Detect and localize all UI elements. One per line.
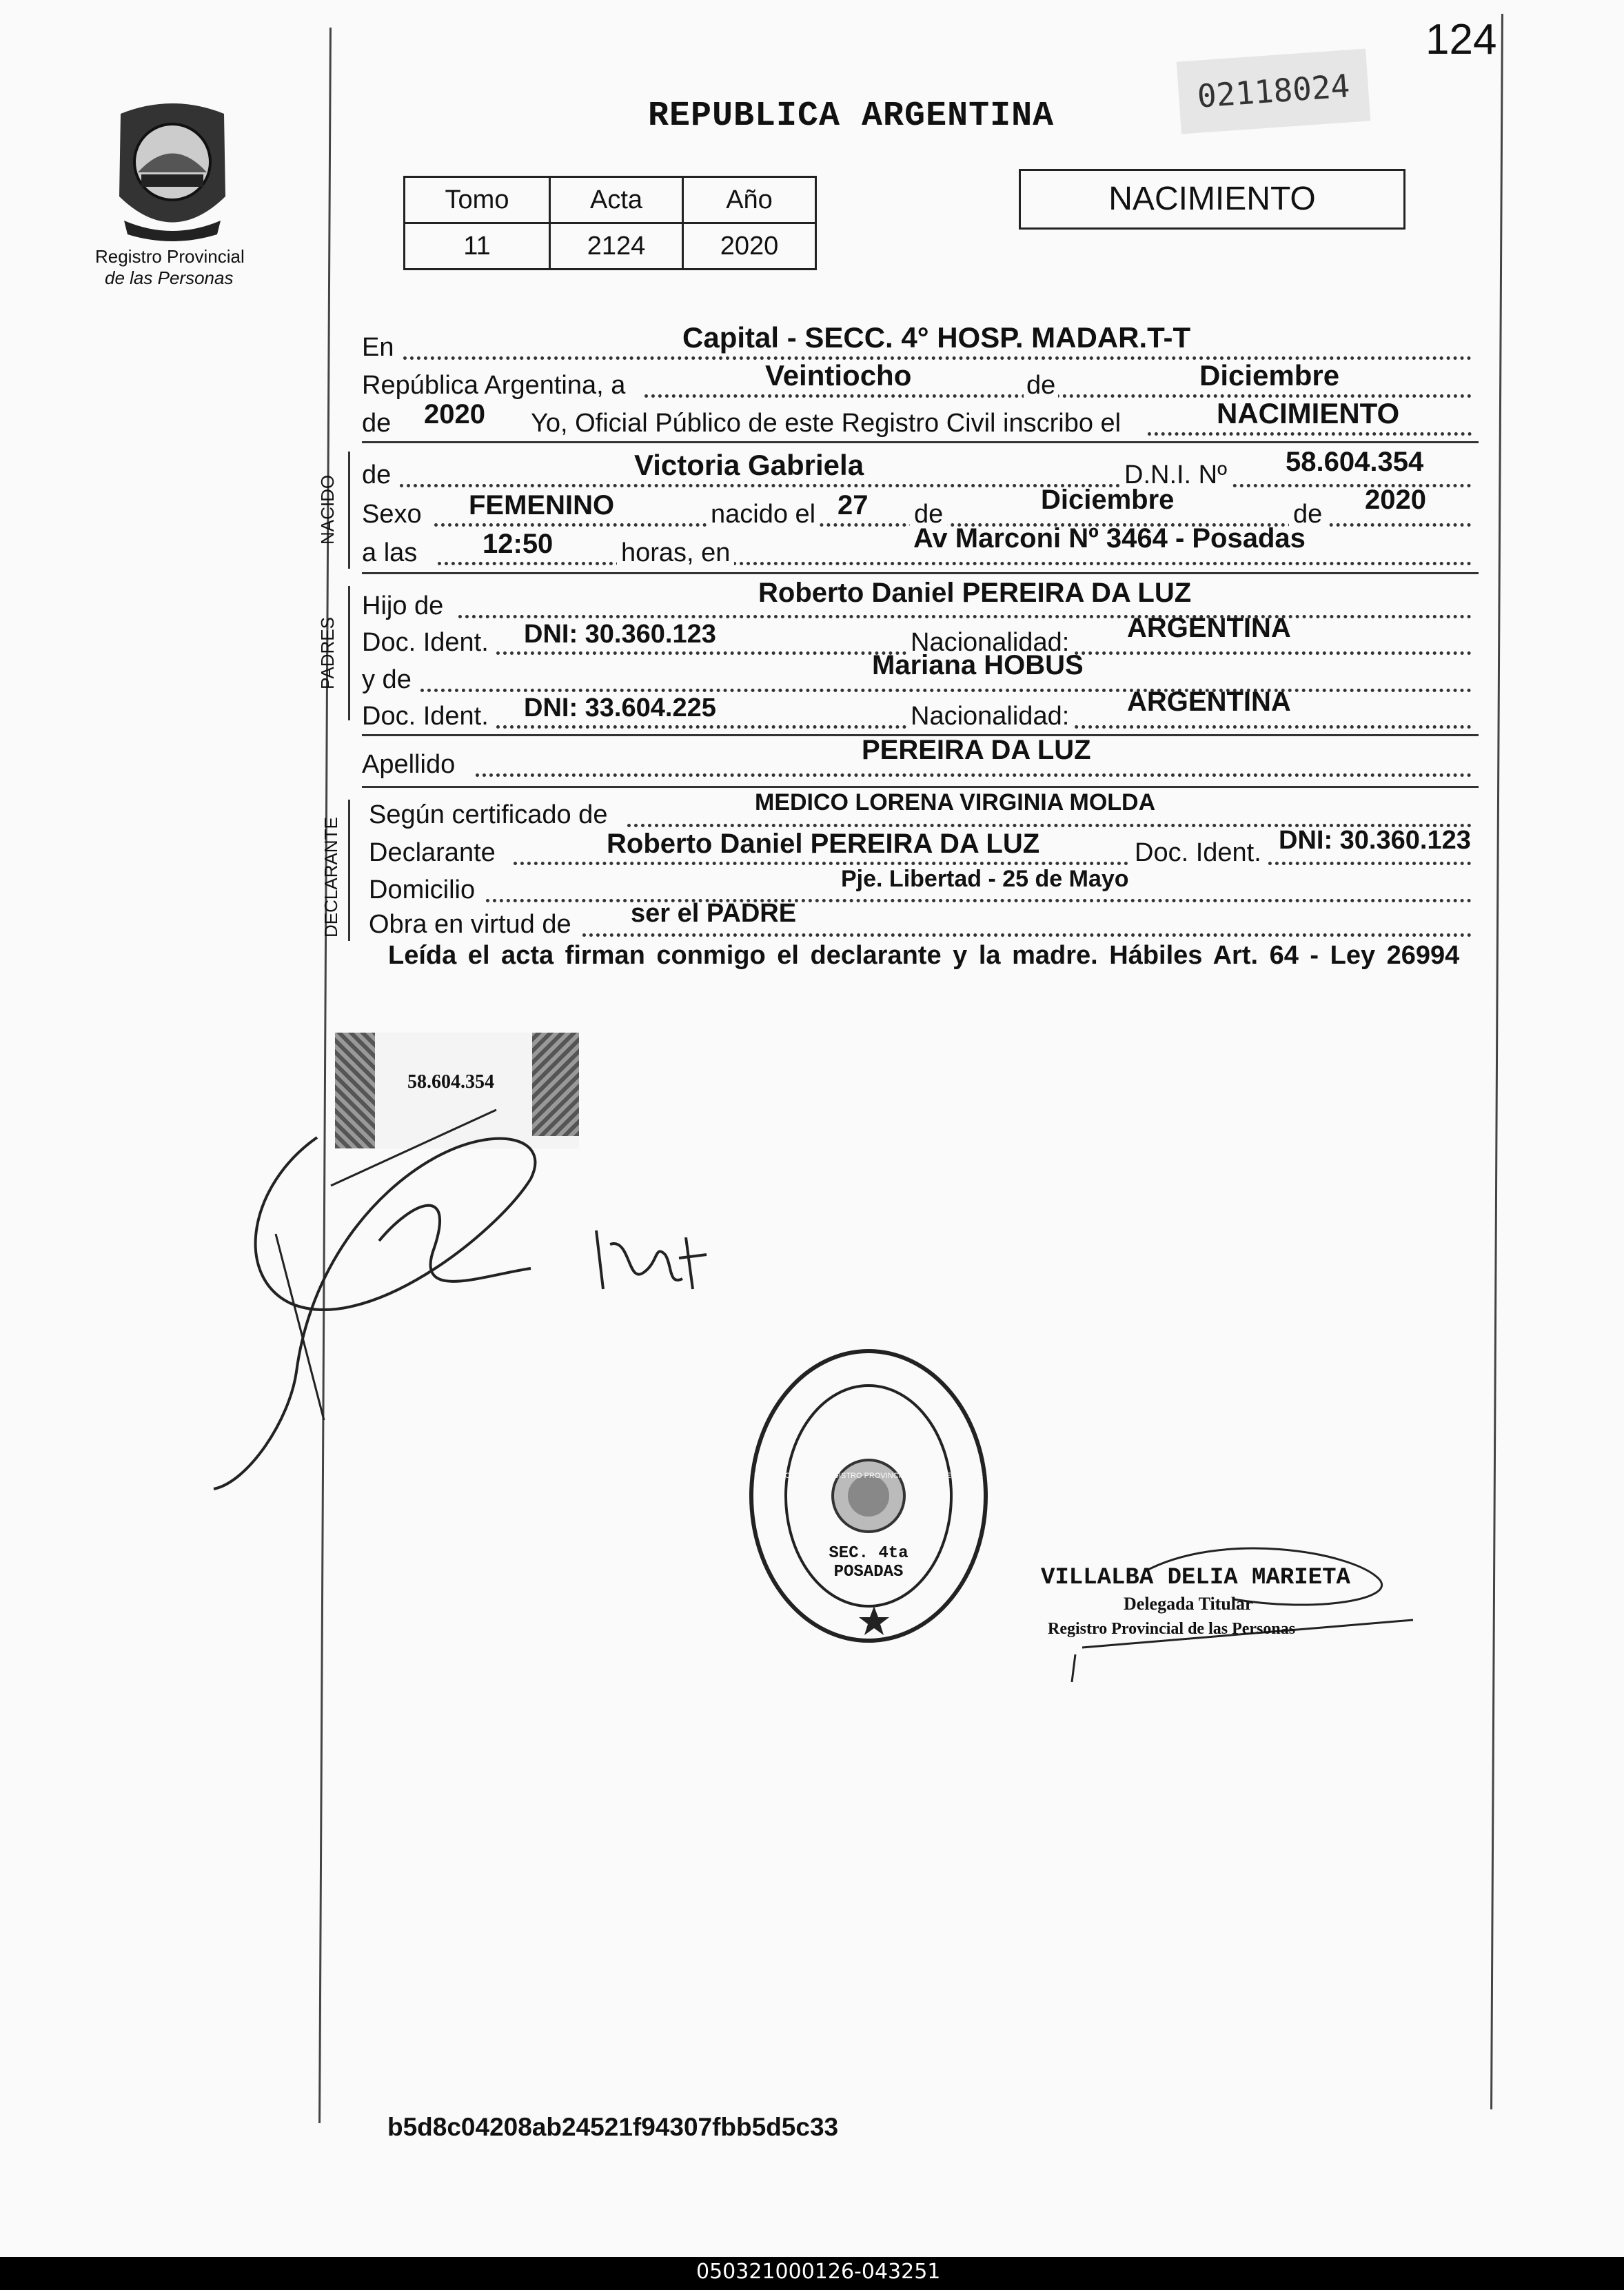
acta-value: 2124	[550, 223, 683, 270]
birth-month: Diciembre	[1041, 485, 1175, 515]
official-org: Registro Provincial de las Personas	[1048, 1620, 1296, 1638]
mother-nat: ARGENTINA	[1127, 687, 1291, 717]
padres-bar	[348, 586, 350, 720]
nacido-name-dots	[400, 484, 1472, 487]
hour-value: 12:50	[483, 529, 554, 559]
sticker-dni: 58.604.354	[407, 1071, 494, 1093]
record-table-header	[405, 177, 816, 223]
padres-label: PADRES	[317, 617, 338, 689]
obra-label: Obra en virtud de	[369, 910, 571, 939]
father-name: Roberto Daniel PEREIRA DA LUZ	[758, 578, 1192, 608]
father-nat: ARGENTINA	[1127, 613, 1291, 643]
tomo-header: Tomo	[405, 177, 550, 223]
nacido-de-label: de	[362, 460, 392, 489]
de2-label: de	[362, 409, 392, 438]
document-hash: b5d8c04208ab24521f94307fbb5d5c33	[387, 2113, 839, 2141]
right-margin-line	[1490, 14, 1503, 2109]
nacido-divider	[362, 572, 1479, 574]
row-mother-doc	[362, 687, 1482, 734]
declarante-label: DECLARANTE	[321, 817, 341, 938]
hijo-de-dots	[458, 615, 1472, 618]
declarante-doc: DNI: 30.360.123	[1279, 826, 1471, 855]
tomo-value: 11	[405, 223, 550, 270]
control-number: 02118024	[1177, 49, 1371, 134]
footer-code: 050321000126-043251	[696, 2260, 941, 2284]
row-hora	[362, 523, 1482, 571]
dni-label: D.N.I. Nº	[1120, 460, 1231, 490]
left-margin-line	[318, 28, 332, 2123]
delegacion-stamp-icon	[744, 1344, 993, 1648]
certificado-value: MEDICO LORENA VIRGINIA MOLDA	[755, 789, 1156, 815]
day-value: Veintiocho	[765, 359, 912, 392]
row-hijo-de	[362, 578, 1482, 624]
father-doc-label: Doc. Ident.	[362, 628, 489, 657]
nacido-el-label: nacido el	[707, 500, 820, 529]
delegacion-stamp	[744, 1344, 993, 1648]
registry-line1: Registro Provincial	[95, 246, 245, 267]
certificado-label: Según certificado de	[369, 800, 608, 829]
registry-logo	[107, 93, 238, 248]
footer-bar	[0, 2257, 1624, 2290]
en-value: Capital - SECC. 4° HOSP. MADAR.T-T	[682, 321, 1191, 354]
record-table-values	[405, 223, 816, 270]
official-role: Delegada Titular	[1124, 1594, 1253, 1614]
stamp-ring-text: DELEGACION DEL REGISTRO PROVINCIAL DE LAS PERSONAS	[753, 1472, 984, 1480]
obra-dots	[582, 933, 1472, 937]
document-type-box	[1019, 169, 1405, 230]
row-y-de	[362, 650, 1482, 698]
apellido-divider	[362, 786, 1479, 788]
intro-divider	[362, 441, 1479, 443]
domicilio-label: Domicilio	[369, 875, 476, 904]
record-table	[403, 176, 817, 270]
country-title: REPUBLICA ARGENTINA	[648, 97, 1055, 136]
father-nat-label: Nacionalidad:	[906, 628, 1073, 658]
year-value: 2020	[424, 399, 485, 429]
document-type: NACIMIENTO	[1108, 181, 1316, 217]
mother-name: Mariana HOBUS	[872, 650, 1084, 680]
row-obra	[362, 901, 1482, 942]
official-stamp	[1041, 1551, 1427, 1675]
month-value: Diciembre	[1199, 359, 1340, 392]
apellido-label: Apellido	[362, 750, 456, 779]
registry-line2: de las Personas	[105, 267, 234, 288]
nacido-label: NACIDO	[317, 474, 338, 545]
row-nacido-name	[362, 447, 1482, 493]
declarante-dots	[514, 862, 1472, 865]
mother-doc: DNI: 33.604.225	[524, 693, 716, 722]
anio-header: Año	[683, 177, 816, 223]
a-las-label: a las	[362, 538, 418, 567]
stamp-inner-text: SEC. 4ta POSADAS	[829, 1544, 909, 1581]
row-apellido	[362, 735, 1482, 782]
row-declarante	[362, 826, 1482, 871]
row-anio-inscribo	[362, 397, 1482, 441]
place-value: Av Marconi Nº 3464 - Posadas	[913, 523, 1306, 554]
y-de-dots	[420, 689, 1472, 692]
domicilio-value: Pje. Libertad - 25 de Mayo	[841, 866, 1129, 892]
horas-en-label: horas, en	[617, 538, 734, 568]
sexo-value: FEMENINO	[469, 490, 615, 520]
hijo-de-label: Hijo de	[362, 591, 444, 620]
inscribo-value: NACIMIENTO	[1217, 397, 1400, 429]
y-de-label: y de	[362, 665, 412, 694]
declarante-name-label: Declarante	[369, 838, 496, 867]
page-number: 124	[1425, 16, 1497, 63]
declarante-value: Roberto Daniel PEREIRA DA LUZ	[607, 829, 1040, 859]
en-label: En	[362, 333, 394, 362]
nacido-bar	[348, 452, 350, 569]
apellido-dots	[476, 773, 1472, 777]
inscribo-dots	[1148, 432, 1472, 436]
closing-text: Leída el acta firman conmigo el declarante y la madre. Hábiles Art. 64 - Ley 26994	[388, 941, 1460, 970]
apellido-value: PEREIRA DA LUZ	[862, 735, 1091, 765]
misiones-shield-icon	[107, 93, 238, 245]
republica-label: República Argentina, a	[362, 371, 626, 400]
anio-value: 2020	[683, 223, 816, 270]
birth-year: 2020	[1365, 485, 1426, 515]
declarante-doc-label: Doc. Ident.	[1130, 838, 1266, 868]
dni-value: 58.604.354	[1286, 447, 1424, 477]
mother-doc-label: Doc. Ident.	[362, 702, 489, 731]
birth-day: 27	[838, 490, 869, 520]
nacido-name: Victoria Gabriela	[634, 449, 864, 481]
de-label: de	[1024, 371, 1058, 401]
mother-signature	[589, 1217, 713, 1299]
obra-value: ser el PADRE	[631, 899, 797, 928]
hora-dots	[438, 562, 1472, 565]
birth-de-label: de	[910, 500, 947, 529]
declarante-bar	[348, 800, 350, 941]
sexo-label: Sexo	[362, 500, 422, 529]
acta-header: Acta	[550, 177, 683, 223]
mother-nat-label: Nacionalidad:	[906, 702, 1073, 731]
oficial-text: Yo, Oficial Público de este Registro Civil inscribo el	[531, 409, 1121, 438]
birth-de3-label: de	[1289, 500, 1326, 529]
father-doc: DNI: 30.360.123	[524, 620, 716, 649]
declarante-signature	[207, 1096, 593, 1496]
official-name: VILLALBA DELIA MARIETA	[1041, 1565, 1350, 1591]
